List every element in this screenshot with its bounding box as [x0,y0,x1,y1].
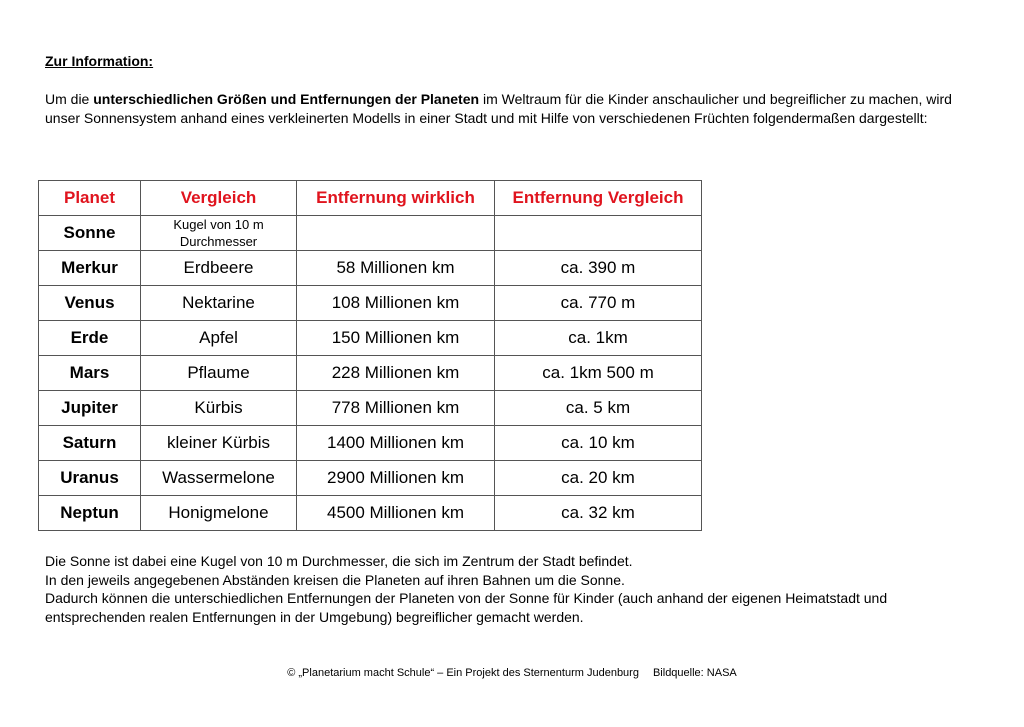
real-distance-cell: 108 Millionen km [297,286,495,321]
explanation-line: Dadurch können die unterschiedlichen Entfernungen der Planeten von der Sonne für Kinder (auch anhand der eigenen Heimatstadt und entsprechenden realen Entfernungen in der Umgebung) begreiflicher gemacht werden. [45,590,888,625]
model-distance-cell: ca. 1km 500 m [495,356,702,391]
table-row [39,426,702,461]
header-entfernung-wirklich: Entfernung wirklich [297,181,495,216]
planet-cell: Mars [39,356,141,391]
real-distance-cell: 778 Millionen km [297,391,495,426]
real-distance-cell: 228 Millionen km [297,356,495,391]
header-vergleich: Vergleich [141,181,297,216]
real-distance-cell: 150 Millionen km [297,321,495,356]
explanation-line: In den jeweils angegebenen Abständen kreisen die Planeten auf ihren Bahnen um die Sonne. [45,571,625,588]
table-row [39,251,702,286]
header-entfernung-vergleich: Entfernung Vergleich [495,181,702,216]
footer-project-text: © „Planetarium macht Schule“ – Ein Projekt des Sternenturm Judenburg [287,667,639,679]
table-row [39,286,702,321]
explanation-paragraph [45,552,980,626]
model-distance-cell: ca. 32 km [495,496,702,531]
comparison-cell: Nektarine [141,286,297,321]
comparison-cell: Pflaume [141,356,297,391]
comparison-cell: Wassermelone [141,461,297,496]
model-distance-cell: ca. 5 km [495,391,702,426]
footer-image-credit: Bildquelle: NASA [652,667,737,679]
model-distance-cell: ca. 20 km [495,461,702,496]
table-row [39,496,702,531]
real-distance-cell [297,216,495,251]
real-distance-cell: 1400 Millionen km [297,426,495,461]
real-distance-cell: 58 Millionen km [297,251,495,286]
intro-bold-text: unterschiedlichen Größen und Entfernungen der Planeten [93,91,480,107]
comparison-cell: Kugel von 10 m Durchmesser [141,216,297,251]
intro-text-start: Um die [45,91,94,107]
intro-text-end: im Weltraum für die Kinder anschaulicher und begreiflicher zu machen, wird unser Sonnensystem anhand eines verkleinerten Modells in einer Stadt und mit Hilfe von verschiedenen Früchten folgendermaßen dargestellt: [45,91,952,126]
header-planet: Planet [39,181,141,216]
real-distance-cell: 4500 Millionen km [297,496,495,531]
comparison-cell: Honigmelone [141,496,297,531]
real-distance-cell: 2900 Millionen km [297,461,495,496]
model-distance-cell: ca. 10 km [495,426,702,461]
intro-paragraph [45,90,980,127]
model-distance-cell: ca. 390 m [495,251,702,286]
comparison-cell: Erdbeere [141,251,297,286]
planet-cell: Neptun [39,496,141,531]
planet-cell: Saturn [39,426,141,461]
model-distance-cell: ca. 1km [495,321,702,356]
explanation-line: Die Sonne ist dabei eine Kugel von 10 m Durchmesser, die sich im Zentrum der Stadt befindet. [45,553,633,569]
model-distance-cell [495,216,702,251]
planet-cell: Sonne [39,216,141,251]
planet-cell: Uranus [39,461,141,496]
comparison-cell: kleiner Kürbis [141,426,297,461]
table-row [39,461,702,496]
page-footer [0,667,1024,679]
table-row [39,391,702,426]
planet-cell: Jupiter [39,391,141,426]
planet-cell: Erde [39,321,141,356]
planet-cell: Merkur [39,251,141,286]
table-row [39,216,702,251]
table-row [39,321,702,356]
table-row [39,356,702,391]
section-heading: Zur Information: [45,53,154,69]
planet-cell: Venus [39,286,141,321]
planet-comparison-table [38,180,702,531]
comparison-cell: Apfel [141,321,297,356]
model-distance-cell: ca. 770 m [495,286,702,321]
table-header-row [39,181,702,216]
comparison-cell: Kürbis [141,391,297,426]
